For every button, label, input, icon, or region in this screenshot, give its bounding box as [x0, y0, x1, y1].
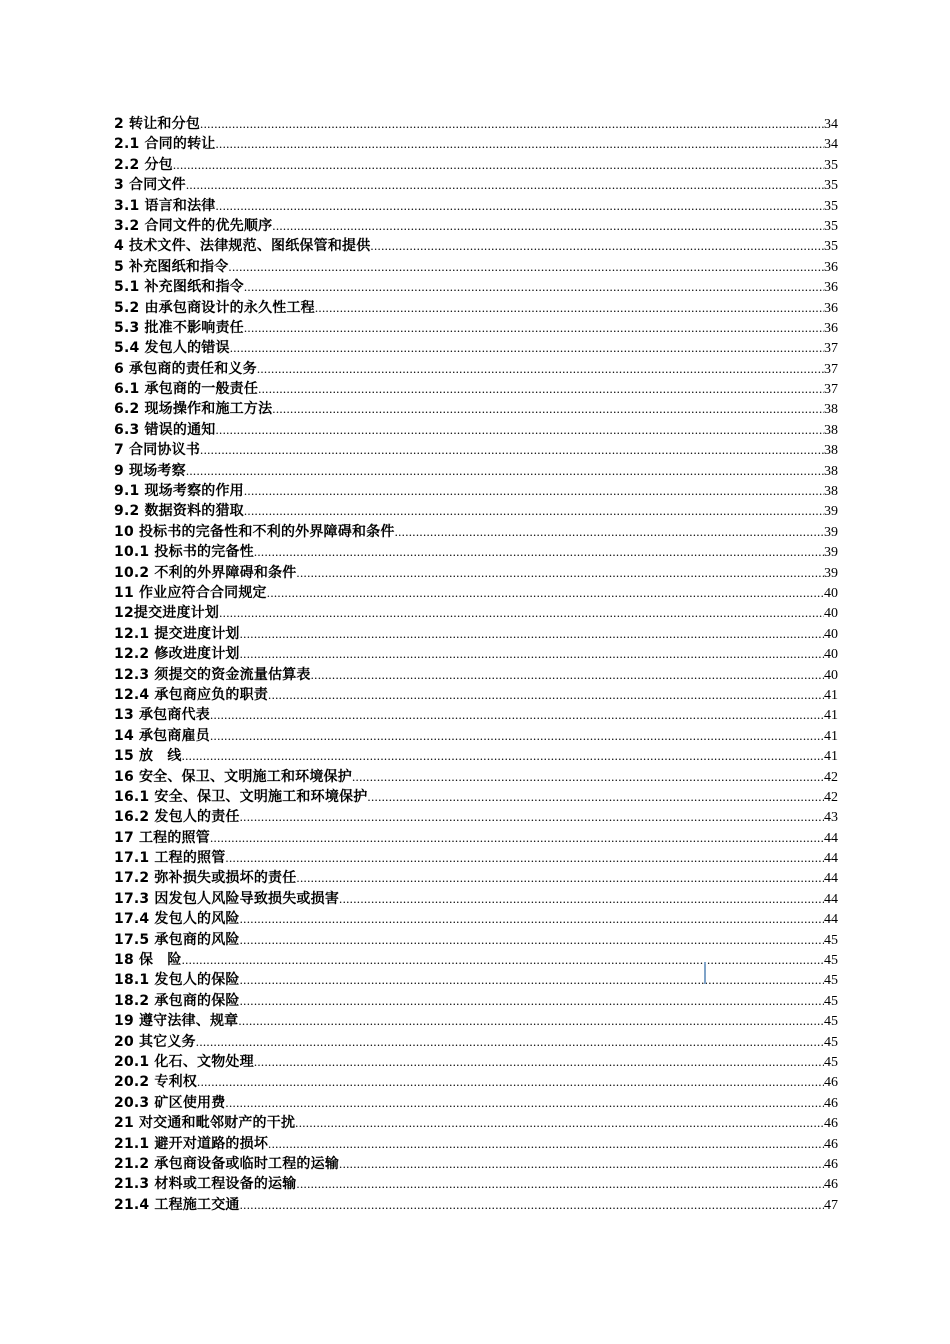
- toc-entry-title: 6 承包商的责任和义务: [114, 360, 257, 377]
- toc-page-number: 36: [824, 259, 838, 275]
- toc-entry-title: 12提交进度计划: [114, 605, 220, 622]
- toc-entry-title: 15 放 线: [114, 748, 182, 765]
- toc-entry[interactable]: [114, 216, 838, 236]
- toc-entry-title: 11 作业应符合合同规定: [114, 584, 267, 601]
- toc-dot-leader: [225, 1093, 824, 1113]
- toc-entry-title: 9.2 数据资料的猎取: [114, 503, 244, 520]
- toc-entry-title: 2.2 分包: [114, 156, 173, 173]
- toc-entry-title: 12.3 须提交的资金流量估算表: [114, 666, 311, 683]
- toc-dot-leader: [200, 114, 824, 134]
- toc-entry[interactable]: [114, 603, 838, 623]
- toc-page-number: 36: [824, 280, 838, 296]
- toc-entry-title: 6.3 错误的通知: [114, 421, 216, 438]
- toc-entry-title: 12.1 提交进度计划: [114, 625, 240, 642]
- table-of-contents: [114, 114, 838, 1215]
- toc-entry-title: 10 投标书的完备性和不利的外界障碍和条件: [114, 523, 395, 540]
- toc-entry[interactable]: [114, 257, 838, 277]
- toc-entry[interactable]: [114, 787, 838, 807]
- toc-dot-leader: [240, 991, 824, 1011]
- toc-entry-title: 12.4 承包商应负的职责: [114, 686, 269, 703]
- toc-entry[interactable]: [114, 461, 838, 481]
- toc-page-number: 35: [824, 239, 838, 255]
- toc-dot-leader: [315, 298, 824, 318]
- toc-entry[interactable]: [114, 175, 838, 195]
- toc-entry[interactable]: [114, 1052, 838, 1072]
- toc-entry-title: 3 合同文件: [114, 177, 186, 194]
- toc-entry-title: 5.4 发包人的错误: [114, 340, 230, 357]
- toc-entry-title: 17 工程的照管: [114, 829, 210, 846]
- toc-dot-leader: [215, 196, 824, 216]
- toc-page-number: 46: [824, 1177, 838, 1193]
- toc-entry[interactable]: [114, 440, 838, 460]
- toc-page-number: 44: [824, 851, 838, 867]
- toc-dot-leader: [268, 685, 824, 705]
- toc-entry[interactable]: [114, 1011, 838, 1031]
- toc-page-number: 35: [824, 218, 838, 234]
- toc-entry-title: 10.2 不利的外界障碍和条件: [114, 564, 297, 581]
- toc-page-number: 40: [824, 647, 838, 663]
- toc-entry[interactable]: [114, 909, 838, 929]
- toc-dot-leader: [240, 909, 824, 929]
- toc-entry-title: 6.2 现场操作和施工方法: [114, 401, 273, 418]
- toc-entry[interactable]: [114, 644, 838, 664]
- toc-page-number: 44: [824, 912, 838, 928]
- toc-entry[interactable]: [114, 155, 838, 175]
- toc-entry-title: 9.1 现场考察的作用: [114, 483, 244, 500]
- toc-dot-leader: [240, 644, 824, 664]
- toc-page-number: 40: [824, 667, 838, 683]
- toc-page-number: 45: [824, 993, 838, 1009]
- toc-dot-leader: [296, 868, 824, 888]
- toc-entry-title: 17.5 承包商的风险: [114, 931, 240, 948]
- toc-page-number: 42: [824, 769, 838, 785]
- toc-dot-leader: [186, 175, 824, 195]
- toc-entry-title: 21 对交通和毗邻财产的干扰: [114, 1115, 296, 1132]
- toc-dot-leader: [257, 359, 824, 379]
- toc-page-number: 41: [824, 687, 838, 703]
- toc-dot-leader: [311, 665, 824, 685]
- toc-dot-leader: [272, 216, 824, 236]
- toc-page-number: 38: [824, 443, 838, 459]
- toc-page-number: 38: [824, 402, 838, 418]
- toc-dot-leader: [352, 767, 824, 787]
- toc-entry[interactable]: [114, 134, 838, 154]
- toc-entry-title: 21.2 承包商设备或临时工程的运输: [114, 1155, 340, 1172]
- toc-dot-leader: [254, 1052, 824, 1072]
- toc-dot-leader: [268, 1134, 824, 1154]
- toc-entry[interactable]: [114, 1113, 838, 1133]
- toc-entry[interactable]: [114, 236, 838, 256]
- toc-entry-title: 9 现场考察: [114, 462, 186, 479]
- toc-dot-leader: [182, 950, 824, 970]
- toc-dot-leader: [225, 848, 824, 868]
- toc-dot-leader: [240, 1195, 824, 1215]
- toc-page-number: 34: [824, 137, 838, 153]
- toc-entry-title: 6.1 承包商的一般责任: [114, 381, 259, 398]
- toc-page-number: 37: [824, 361, 838, 377]
- toc-dot-leader: [200, 440, 824, 460]
- toc-entry[interactable]: [114, 481, 838, 501]
- toc-page-number: 41: [824, 728, 838, 744]
- toc-entry[interactable]: [114, 889, 838, 909]
- toc-page-number: 39: [824, 524, 838, 540]
- toc-entry-title: 16.2 发包人的责任: [114, 809, 240, 826]
- toc-entry[interactable]: [114, 298, 838, 318]
- toc-page-number: 41: [824, 749, 838, 765]
- toc-entry-title: 20.1 化石、文物处理: [114, 1053, 254, 1070]
- toc-dot-leader: [240, 807, 824, 827]
- toc-entry[interactable]: [114, 399, 838, 419]
- toc-page-number: 44: [824, 871, 838, 887]
- toc-entry[interactable]: [114, 196, 838, 216]
- toc-entry[interactable]: [114, 359, 838, 379]
- toc-dot-leader: [244, 277, 824, 297]
- toc-page-number: 35: [824, 198, 838, 214]
- toc-entry-title: 14 承包商雇员: [114, 727, 210, 744]
- toc-dot-leader: [219, 603, 824, 623]
- toc-entry[interactable]: [114, 1072, 838, 1092]
- toc-entry[interactable]: [114, 705, 838, 725]
- toc-page-number: 40: [824, 626, 838, 642]
- toc-entry-title: 10.1 投标书的完备性: [114, 544, 254, 561]
- toc-dot-leader: [210, 705, 824, 725]
- toc-page-number: 34: [824, 117, 838, 132]
- toc-entry-title: 17.1 工程的照管: [114, 850, 226, 867]
- toc-page-number: 39: [824, 545, 838, 561]
- toc-page-number: 37: [824, 382, 838, 398]
- toc-dot-leader: [370, 236, 824, 256]
- toc-dot-leader: [238, 1011, 824, 1031]
- toc-entry-title: 7 合同协议书: [114, 442, 201, 459]
- toc-dot-leader: [295, 1113, 824, 1133]
- toc-entry[interactable]: [114, 379, 838, 399]
- toc-page-number: 45: [824, 1034, 838, 1050]
- toc-page-number: 46: [824, 1156, 838, 1172]
- toc-page-number: 40: [824, 606, 838, 622]
- toc-page-number: 37: [824, 341, 838, 357]
- toc-entry[interactable]: [114, 1154, 838, 1174]
- toc-dot-leader: [395, 522, 824, 542]
- toc-entry[interactable]: [114, 420, 838, 440]
- toc-dot-leader: [173, 155, 824, 175]
- toc-entry[interactable]: [114, 277, 838, 297]
- toc-dot-leader: [296, 563, 824, 583]
- toc-page-number: 38: [824, 422, 838, 438]
- toc-entry-title: 2.1 合同的转让: [114, 136, 216, 153]
- toc-entry-title: 5 补充图纸和指令: [114, 258, 229, 275]
- toc-page-number: 39: [824, 565, 838, 581]
- toc-dot-leader: [258, 379, 824, 399]
- toc-entry[interactable]: [114, 338, 838, 358]
- toc-dot-leader: [244, 501, 824, 521]
- toc-dot-leader: [267, 583, 824, 603]
- toc-page-number: 40: [824, 585, 838, 601]
- toc-page-number: 44: [824, 830, 838, 846]
- toc-dot-leader: [339, 889, 824, 909]
- toc-entry[interactable]: [114, 1174, 838, 1194]
- toc-page-number: 36: [824, 300, 838, 316]
- toc-entry-title: 21.4 工程施工交通: [114, 1196, 240, 1213]
- toc-entry-title: 18 保 险: [114, 952, 182, 969]
- toc-entry[interactable]: [114, 807, 838, 827]
- toc-page-number: 38: [824, 463, 838, 479]
- toc-entry[interactable]: [114, 848, 838, 868]
- toc-page-number: 38: [824, 484, 838, 500]
- toc-dot-leader: [254, 542, 824, 562]
- toc-dot-leader: [339, 1154, 824, 1174]
- toc-dot-leader: [244, 318, 824, 338]
- toc-page-number: 47: [824, 1197, 838, 1213]
- toc-entry[interactable]: [114, 114, 838, 134]
- toc-page-number: 46: [824, 1136, 838, 1152]
- toc-dot-leader: [228, 257, 824, 277]
- toc-entry-title: 2 转让和分包: [114, 116, 201, 132]
- toc-entry[interactable]: [114, 318, 838, 338]
- toc-entry[interactable]: [114, 970, 838, 990]
- toc-page-number: 45: [824, 953, 838, 969]
- toc-dot-leader: [186, 461, 824, 481]
- toc-entry-title: 20.3 矿区使用费: [114, 1094, 226, 1111]
- toc-dot-leader: [197, 1072, 824, 1092]
- toc-entry[interactable]: [114, 930, 838, 950]
- toc-entry-title: 5.3 批准不影响责任: [114, 319, 244, 336]
- toc-entry[interactable]: [114, 767, 838, 787]
- toc-page-number: 36: [824, 320, 838, 336]
- toc-dot-leader: [240, 970, 824, 990]
- toc-entry[interactable]: [114, 624, 838, 644]
- toc-dot-leader: [244, 481, 824, 501]
- toc-entry[interactable]: [114, 542, 838, 562]
- toc-entry[interactable]: [114, 1134, 838, 1154]
- toc-dot-leader: [240, 624, 824, 644]
- toc-entry-title: 4 技术文件、法律规范、图纸保管和提供: [114, 238, 371, 255]
- toc-page-number: 46: [824, 1095, 838, 1111]
- toc-entry-title: 17.2 弥补损失或损坏的责任: [114, 870, 297, 887]
- toc-entry-title: 3.2 合同文件的优先顺序: [114, 217, 273, 234]
- toc-entry-title: 21.3 材料或工程设备的运输: [114, 1176, 297, 1193]
- toc-dot-leader: [367, 787, 824, 807]
- toc-entry-title: 21.1 避开对道路的损坏: [114, 1135, 269, 1152]
- toc-page-number: 46: [824, 1116, 838, 1132]
- toc-entry[interactable]: [114, 1093, 838, 1113]
- toc-entry[interactable]: [114, 1032, 838, 1052]
- toc-entry-title: 19 遵守法律、规章: [114, 1013, 239, 1030]
- toc-entry[interactable]: [114, 746, 838, 766]
- toc-entry-title: 17.4 发包人的风险: [114, 911, 240, 928]
- toc-page-number: 46: [824, 1075, 838, 1091]
- toc-dot-leader: [215, 134, 824, 154]
- toc-page-number: 42: [824, 789, 838, 805]
- toc-entry[interactable]: [114, 685, 838, 705]
- toc-dot-leader: [296, 1174, 824, 1194]
- toc-dot-leader: [196, 1032, 824, 1052]
- toc-page-number: 45: [824, 973, 838, 989]
- toc-page-number: 41: [824, 708, 838, 724]
- toc-entry[interactable]: [114, 828, 838, 848]
- toc-entry-title: 5.1 补充图纸和指令: [114, 279, 244, 296]
- toc-entry-title: 13 承包商代表: [114, 707, 210, 724]
- toc-entry[interactable]: [114, 501, 838, 521]
- text-cursor: [704, 962, 706, 984]
- toc-dot-leader: [210, 828, 824, 848]
- toc-dot-leader: [230, 338, 824, 358]
- toc-page-number: 45: [824, 932, 838, 948]
- toc-entry-title: 3.1 语言和法律: [114, 197, 216, 214]
- toc-entry-title: 5.2 由承包商设计的永久性工程: [114, 299, 315, 316]
- toc-page-number: 39: [824, 504, 838, 520]
- toc-dot-leader: [240, 930, 824, 950]
- toc-entry-title: 18.2 承包商的保险: [114, 992, 240, 1009]
- toc-page-number: 45: [824, 1014, 838, 1030]
- toc-entry-title: 16.1 安全、保卫、文明施工和环境保护: [114, 788, 368, 805]
- toc-entry-title: 20 其它义务: [114, 1033, 196, 1050]
- toc-page-number: 35: [824, 157, 838, 173]
- toc-page-number: 35: [824, 178, 838, 194]
- toc-entry-title: 18.1 发包人的保险: [114, 972, 240, 989]
- toc-entry[interactable]: [114, 665, 838, 685]
- toc-entry[interactable]: [114, 726, 838, 746]
- toc-entry-title: 12.2 修改进度计划: [114, 646, 240, 663]
- toc-entry[interactable]: [114, 522, 838, 542]
- toc-page-number: 45: [824, 1054, 838, 1070]
- toc-dot-leader: [182, 746, 824, 766]
- toc-entry[interactable]: [114, 868, 838, 888]
- toc-entry[interactable]: [114, 991, 838, 1011]
- toc-entry[interactable]: [114, 563, 838, 583]
- toc-page-number: 43: [824, 810, 838, 826]
- toc-dot-leader: [215, 420, 824, 440]
- toc-entry[interactable]: [114, 583, 838, 603]
- toc-entry-title: 16 安全、保卫、文明施工和环境保护: [114, 768, 352, 785]
- toc-entry-title: 20.2 专利权: [114, 1074, 198, 1091]
- toc-dot-leader: [210, 726, 824, 746]
- toc-dot-leader: [272, 399, 824, 419]
- toc-entry[interactable]: [114, 1195, 838, 1215]
- toc-entry-title: 17.3 因发包人风险导致损失或损害: [114, 890, 340, 907]
- toc-page-number: 44: [824, 891, 838, 907]
- toc-entry[interactable]: [114, 950, 838, 970]
